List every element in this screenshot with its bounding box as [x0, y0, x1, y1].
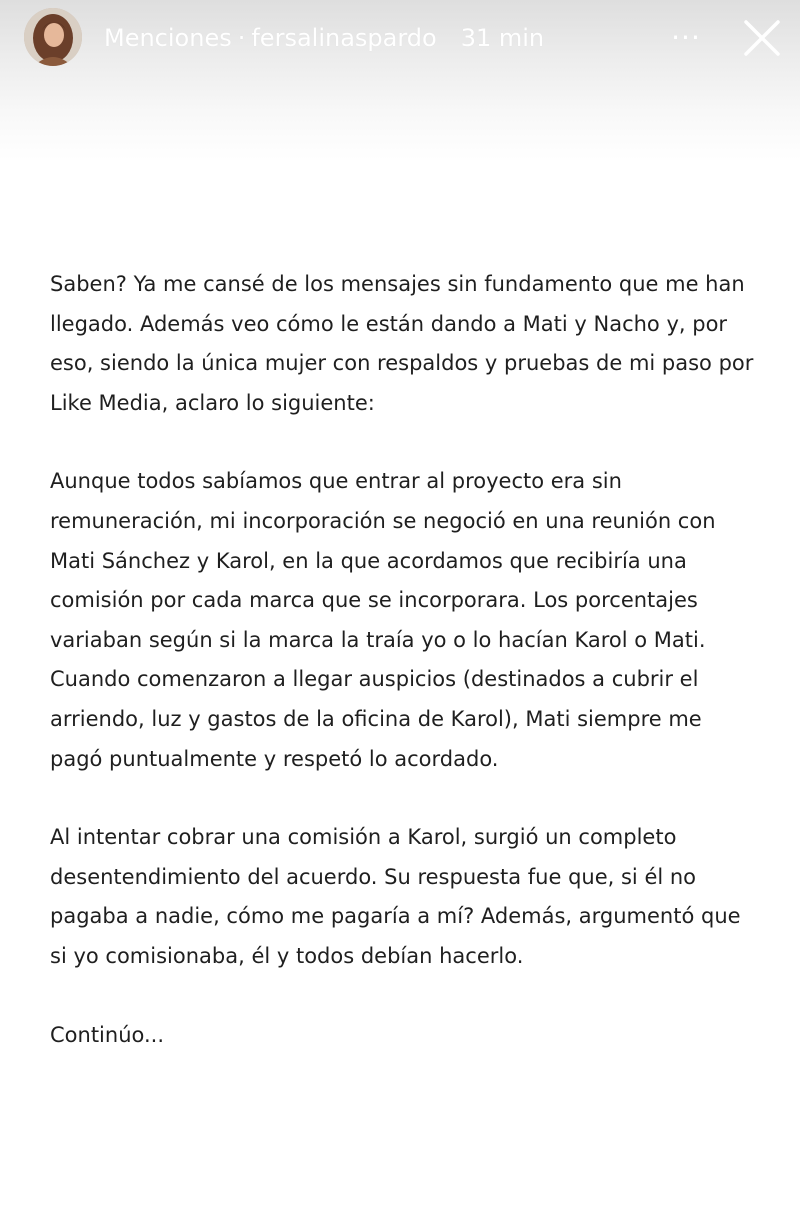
paragraph-continue: Continúo...	[50, 1022, 165, 1047]
header-meta	[104, 22, 544, 54]
header-separator: ·	[237, 24, 246, 52]
more-options-button[interactable]: ···	[671, 21, 701, 54]
paragraph-agreement: Aunque todos sabíamos que entrar al proyecto era sin remuneración, mi incorporación se negoció en una reunión con Mati Sánchez y Karol, en la que acordamos que recibiría una comisión por cada marca que se incorporara. Los porcentajes variaban según si la marca la traía yo o lo hacían Karol o Mati. Cuando comenzaron a llegar auspicios (destinados a cubrir el arriendo, luz y gastos de la oficina de Karol), Mati siempre me pagó puntualmente y respetó lo acordado.	[50, 469, 716, 771]
timestamp: 31 min	[460, 24, 545, 52]
story-text	[50, 265, 760, 1055]
paragraph-intro: Saben? Ya me cansé de los mensajes sin fundamento que me han llegado. Además veo cómo le están dando a Mati y Nacho y, por eso, siendo la única mujer con respaldos y pruebas de mi paso por Like Media, aclaro lo siguiente:	[50, 272, 754, 415]
profile-avatar[interactable]	[24, 8, 82, 66]
username-link[interactable]: fersalinaspardo	[251, 24, 437, 52]
paragraph-commission: Al intentar cobrar una comisión a Karol, surgió un completo desentendimiento del acuerdo. Su respuesta fue que, si él no pagaba a nadie, cómo me pagaría a mí? Además, argumentó que si yo comisionaba, él y todos debían hacerlo.	[50, 825, 741, 968]
close-icon	[740, 16, 784, 60]
close-button[interactable]	[740, 16, 784, 60]
mentions-title: Menciones	[104, 24, 232, 52]
story-header	[0, 0, 800, 80]
